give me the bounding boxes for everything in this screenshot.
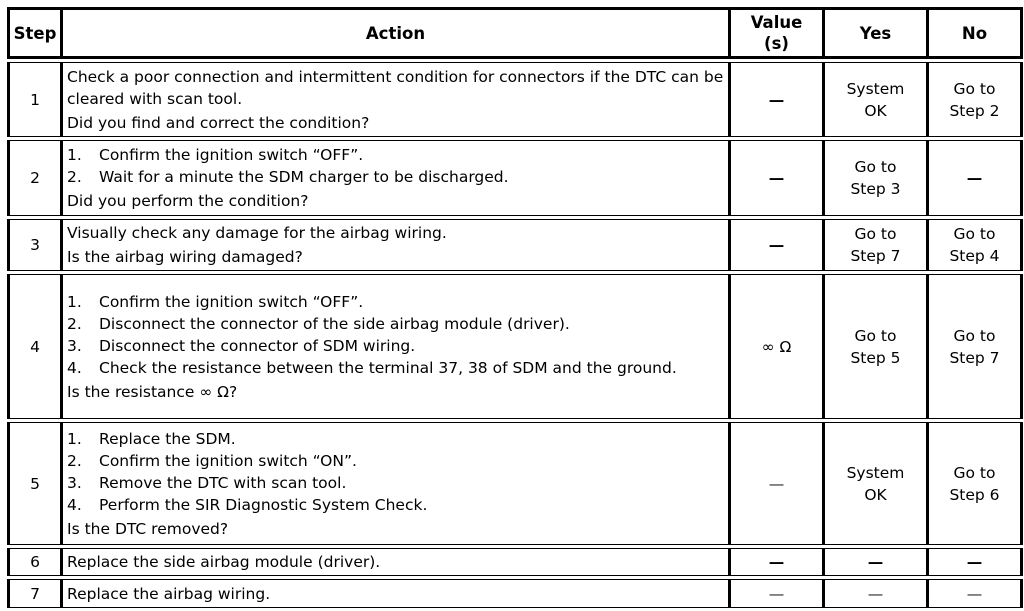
no-cell [927,140,1023,216]
action-list-item [67,472,724,494]
yes-cell [823,62,927,137]
list-item-text: Remove the DTC with scan tool. [99,473,347,492]
list-item-number: 1. [67,292,82,311]
list-item-text: Wait for a minute the SDM charger to be discharged. [99,168,509,186]
value-text: — [768,90,785,109]
value-text: ∞ Ω [761,337,792,356]
list-item-text: Confirm the ignition switch “ON”. [99,451,357,470]
list-item-number: 4. [67,495,82,514]
step-number: 5 [30,474,40,493]
list-item-number: 4. [67,358,82,377]
header-no: No [927,7,1023,59]
action-list-item [67,494,724,516]
value-text: — [768,169,785,187]
action-text: Check a poor connection and intermittent condition for connectors if the DTC can be cleared with scan tool. [67,67,724,108]
no-text: — [966,584,983,603]
yes-text: — [867,553,884,571]
action-list-item [67,450,724,472]
action-question: Is the DTC removed? [67,519,229,538]
value-cell [729,422,823,545]
action-cell [61,422,729,545]
list-item-number: 2. [67,168,82,186]
no-text: — [966,169,983,187]
diagnostic-table-container [7,7,1003,603]
list-item-number: 1. [67,429,82,448]
list-item-text: Replace the SDM. [99,429,236,448]
diagnostic-table [7,4,1023,611]
table-row [7,274,1023,419]
step-number: 4 [30,337,40,356]
action-text: Visually check any damage for the airbag wiring. [67,224,447,242]
action-cell [61,219,729,271]
value-text: — [768,236,785,254]
table-row [7,140,1023,216]
value-cell [729,548,823,576]
value-cell [729,62,823,137]
step-cell [7,219,61,271]
value-cell [729,140,823,216]
yes-text: — [867,584,884,603]
list-item-text: Disconnect the connector of the side airbag module (driver). [99,314,570,333]
action-list-item [67,291,724,313]
action-text: Replace the airbag wiring. [67,584,271,603]
table-row [7,62,1023,137]
list-item-number: 2. [67,314,82,333]
no-cell [927,548,1023,576]
value-text: — [768,474,785,493]
list-item-number: 2. [67,451,82,470]
yes-text: System OK [846,463,905,504]
yes-cell [823,219,927,271]
list-item-number: 1. [67,146,82,164]
action-list-item [67,313,724,335]
action-cell [61,62,729,137]
no-text: Go to Step 6 [949,463,1000,504]
no-cell [927,62,1023,137]
header-yes: Yes [823,7,927,59]
table-row [7,219,1023,271]
no-cell [927,274,1023,419]
action-question: Is the resistance ∞ Ω? [67,382,238,401]
action-list-item [67,357,724,379]
action-cell [61,579,729,608]
step-cell [7,274,61,419]
yes-text: Go to Step 3 [850,158,901,198]
table-body [7,62,1023,608]
list-item-number: 3. [67,336,82,355]
yes-text: Go to Step 7 [850,225,901,265]
action-cell [61,140,729,216]
no-text: Go to Step 2 [949,79,1000,120]
action-list-item [67,144,724,166]
yes-text: System OK [846,79,905,120]
yes-cell [823,140,927,216]
header-value-label: Value (s) [750,13,803,53]
list-item-text: Confirm the ignition switch “OFF”. [99,292,364,311]
step-number: 2 [30,169,40,187]
table-row [7,548,1023,576]
no-cell [927,219,1023,271]
value-text: — [768,553,785,571]
no-text: Go to Step 7 [949,326,1000,367]
list-item-text: Check the resistance between the terminal 37, 38 of SDM and the ground. [99,358,677,377]
value-text: — [768,584,785,603]
value-cell [729,274,823,419]
list-item-text: Disconnect the connector of SDM wiring. [99,336,416,355]
yes-text: Go to Step 5 [850,326,901,367]
action-cell [61,274,729,419]
no-text: Go to Step 4 [949,225,1000,265]
yes-cell [823,422,927,545]
yes-cell [823,579,927,608]
yes-cell [823,548,927,576]
list-item-text: Perform the SIR Diagnostic System Check. [99,495,428,514]
action-question: Is the airbag wiring damaged? [67,248,303,266]
step-number: 1 [30,90,40,109]
action-cell [61,548,729,576]
step-cell [7,579,61,608]
header-step: Step [7,7,61,59]
no-text: — [966,553,983,571]
action-list-item [67,166,724,188]
list-item-number: 3. [67,473,82,492]
action-list-item [67,428,724,450]
table-row [7,422,1023,545]
step-cell [7,548,61,576]
step-number: 3 [30,236,40,254]
list-item-text: Confirm the ignition switch “OFF”. [99,146,364,164]
action-question: Did you perform the condition? [67,192,309,210]
no-cell [927,422,1023,545]
value-cell [729,579,823,608]
header-value [729,7,823,59]
value-cell [729,219,823,271]
step-cell [7,422,61,545]
step-cell [7,140,61,216]
action-text: Replace the side airbag module (driver). [67,553,381,571]
action-list-item [67,335,724,357]
header-row [7,7,1023,59]
step-cell [7,62,61,137]
step-number: 6 [30,553,40,571]
table-row [7,579,1023,608]
header-action: Action [61,7,729,59]
action-question: Did you find and correct the condition? [67,113,370,132]
step-number: 7 [30,584,40,603]
yes-cell [823,274,927,419]
no-cell [927,579,1023,608]
